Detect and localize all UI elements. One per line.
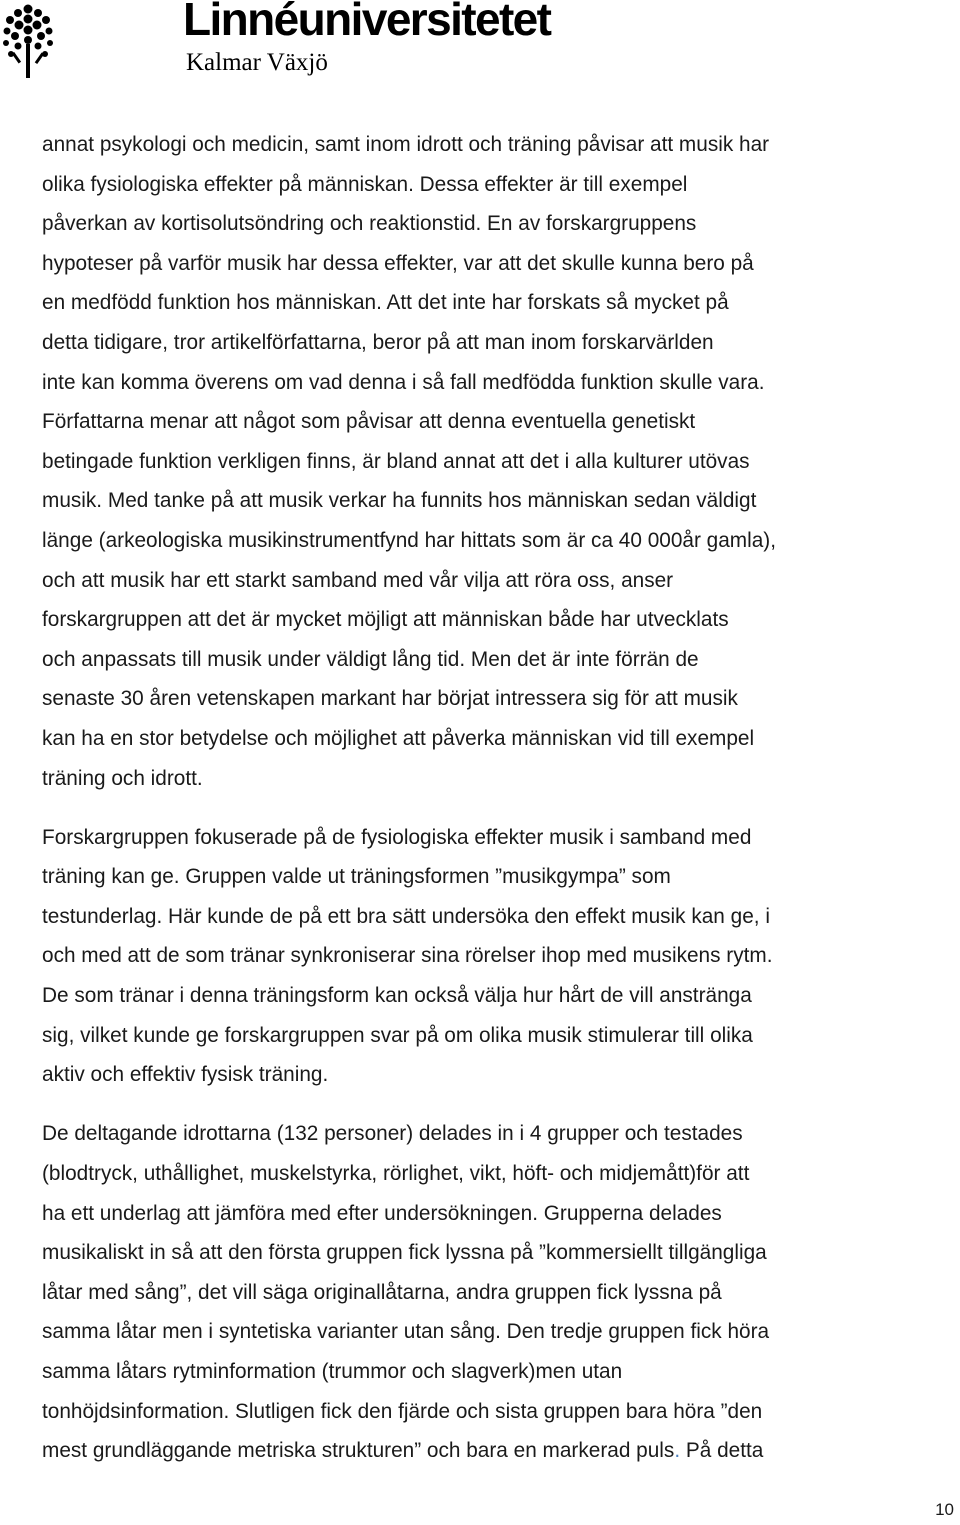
text-line: senaste 30 åren vetenskapen markant har börjat intressera sig för att musik <box>42 687 738 711</box>
text-line: tonhöjdsinformation. Slutligen fick den fjärde och sista gruppen bara höra ”den <box>42 1399 763 1423</box>
text-line: (blodtryck, uthållighet, muskelstyrka, rörlighet, vikt, höft- och midjemått)för att <box>42 1162 750 1186</box>
text-line: aktiv och effektiv fysisk träning. <box>42 1063 329 1087</box>
text-line: samma låtar men i syntetiska varianter utan sång. Den tredje gruppen fick höra <box>42 1320 770 1344</box>
text-line: betingade funktion verkligen finns, är bland annat att det i alla kulturer utövas <box>42 449 750 473</box>
text-line: en medfödd funktion hos människan. Att det inte har forskats så mycket på <box>42 291 729 315</box>
text-line: annat psykologi och medicin, samt inom idrott och träning påvisar att musik har <box>42 133 770 156</box>
text-line: detta tidigare, tror artikelförfattarna, beror på att man inom forskarvärlden <box>42 330 714 354</box>
tree-icon <box>2 4 54 78</box>
text-line: påverkan av kortisolutsöndring och reaktionstid. En av forskargruppens <box>42 212 697 236</box>
paragraph-2 <box>42 818 960 1095</box>
text-line: träning och idrott. <box>42 766 203 790</box>
text-line: testunderlag. Här kunde de på ett bra sätt undersöka den effekt musik kan ge, i <box>42 904 770 928</box>
text-line: kan ha en stor betydelse och möjlighet att påverka människan vid till exempel <box>42 726 755 750</box>
document-body <box>42 125 960 1490</box>
text-line: sig, vilket kunde ge forskargruppen svar på om olika musik stimulerar till olika <box>42 1023 753 1047</box>
paragraph-1 <box>42 125 960 798</box>
text-segment: mest grundläggande metriska strukturen” och bara en markerad puls <box>42 1439 675 1463</box>
text-line: låtar med sång”, det vill säga originallåtarna, andra gruppen fick lyssna på <box>42 1280 722 1304</box>
brand-name: Linnéuniversitetet <box>183 0 551 45</box>
text-line: musikaliskt in så att den första gruppen fick lyssna på ”kommersiellt tillgängliga <box>42 1241 767 1265</box>
text-line: och att musik har ett starkt samband med vår vilja att röra oss, anser <box>42 568 674 592</box>
header <box>0 0 960 90</box>
text-line: Författarna menar att något som påvisar att denna eventuella genetiskt <box>42 410 696 434</box>
text-line: De deltagande idrottarna (132 personer) delades in i 4 grupper och testades <box>42 1122 743 1146</box>
text-line-last <box>42 1431 960 1471</box>
text-line: hypoteser på varför musik har dessa effekter, var att det skulle kunna bero på <box>42 251 754 275</box>
brand-subtitle: Kalmar Växjö <box>186 49 328 76</box>
text-line: forskargruppen att det är mycket möjligt att människan både har utvecklats <box>42 608 729 632</box>
page-number: 10 <box>935 1500 954 1519</box>
text-line: länge (arkeologiska musikinstrumentfynd har hittats som är ca 40 000år gamla), <box>42 528 777 552</box>
text-line: olika fysiologiska effekter på människan. Dessa effekter är till exempel <box>42 172 688 196</box>
paragraph-3 <box>42 1114 960 1470</box>
text-line: musik. Med tanke på att musik verkar ha funnits hos människan sedan väldigt <box>42 489 757 513</box>
text-line: De som tränar i denna träningsform kan också välja hur hårt de vill anstränga <box>42 984 752 1008</box>
text-segment: På detta <box>680 1439 764 1463</box>
accent-period: . <box>674 1439 681 1463</box>
text-line: träning kan ge. Gruppen valde ut träningsformen ”musikgympa” som <box>42 865 671 889</box>
text-line: inte kan komma överens om vad denna i så fall medfödda funktion skulle vara. <box>42 370 765 394</box>
text-line: samma låtars rytminformation (trummor och slagverk)men utan <box>42 1360 623 1383</box>
text-line: och anpassats till musik under väldigt lång tid. Men det är inte förrän de <box>42 647 699 671</box>
text-line: ha ett underlag att jämföra med efter undersökningen. Grupperna delades <box>42 1201 722 1225</box>
text-line: och med att de som tränar synkroniserar sina rörelser ihop med musikens rytm. <box>42 944 773 968</box>
text-line: Forskargruppen fokuserade på de fysiologiska effekter musik i samband med <box>42 825 752 849</box>
